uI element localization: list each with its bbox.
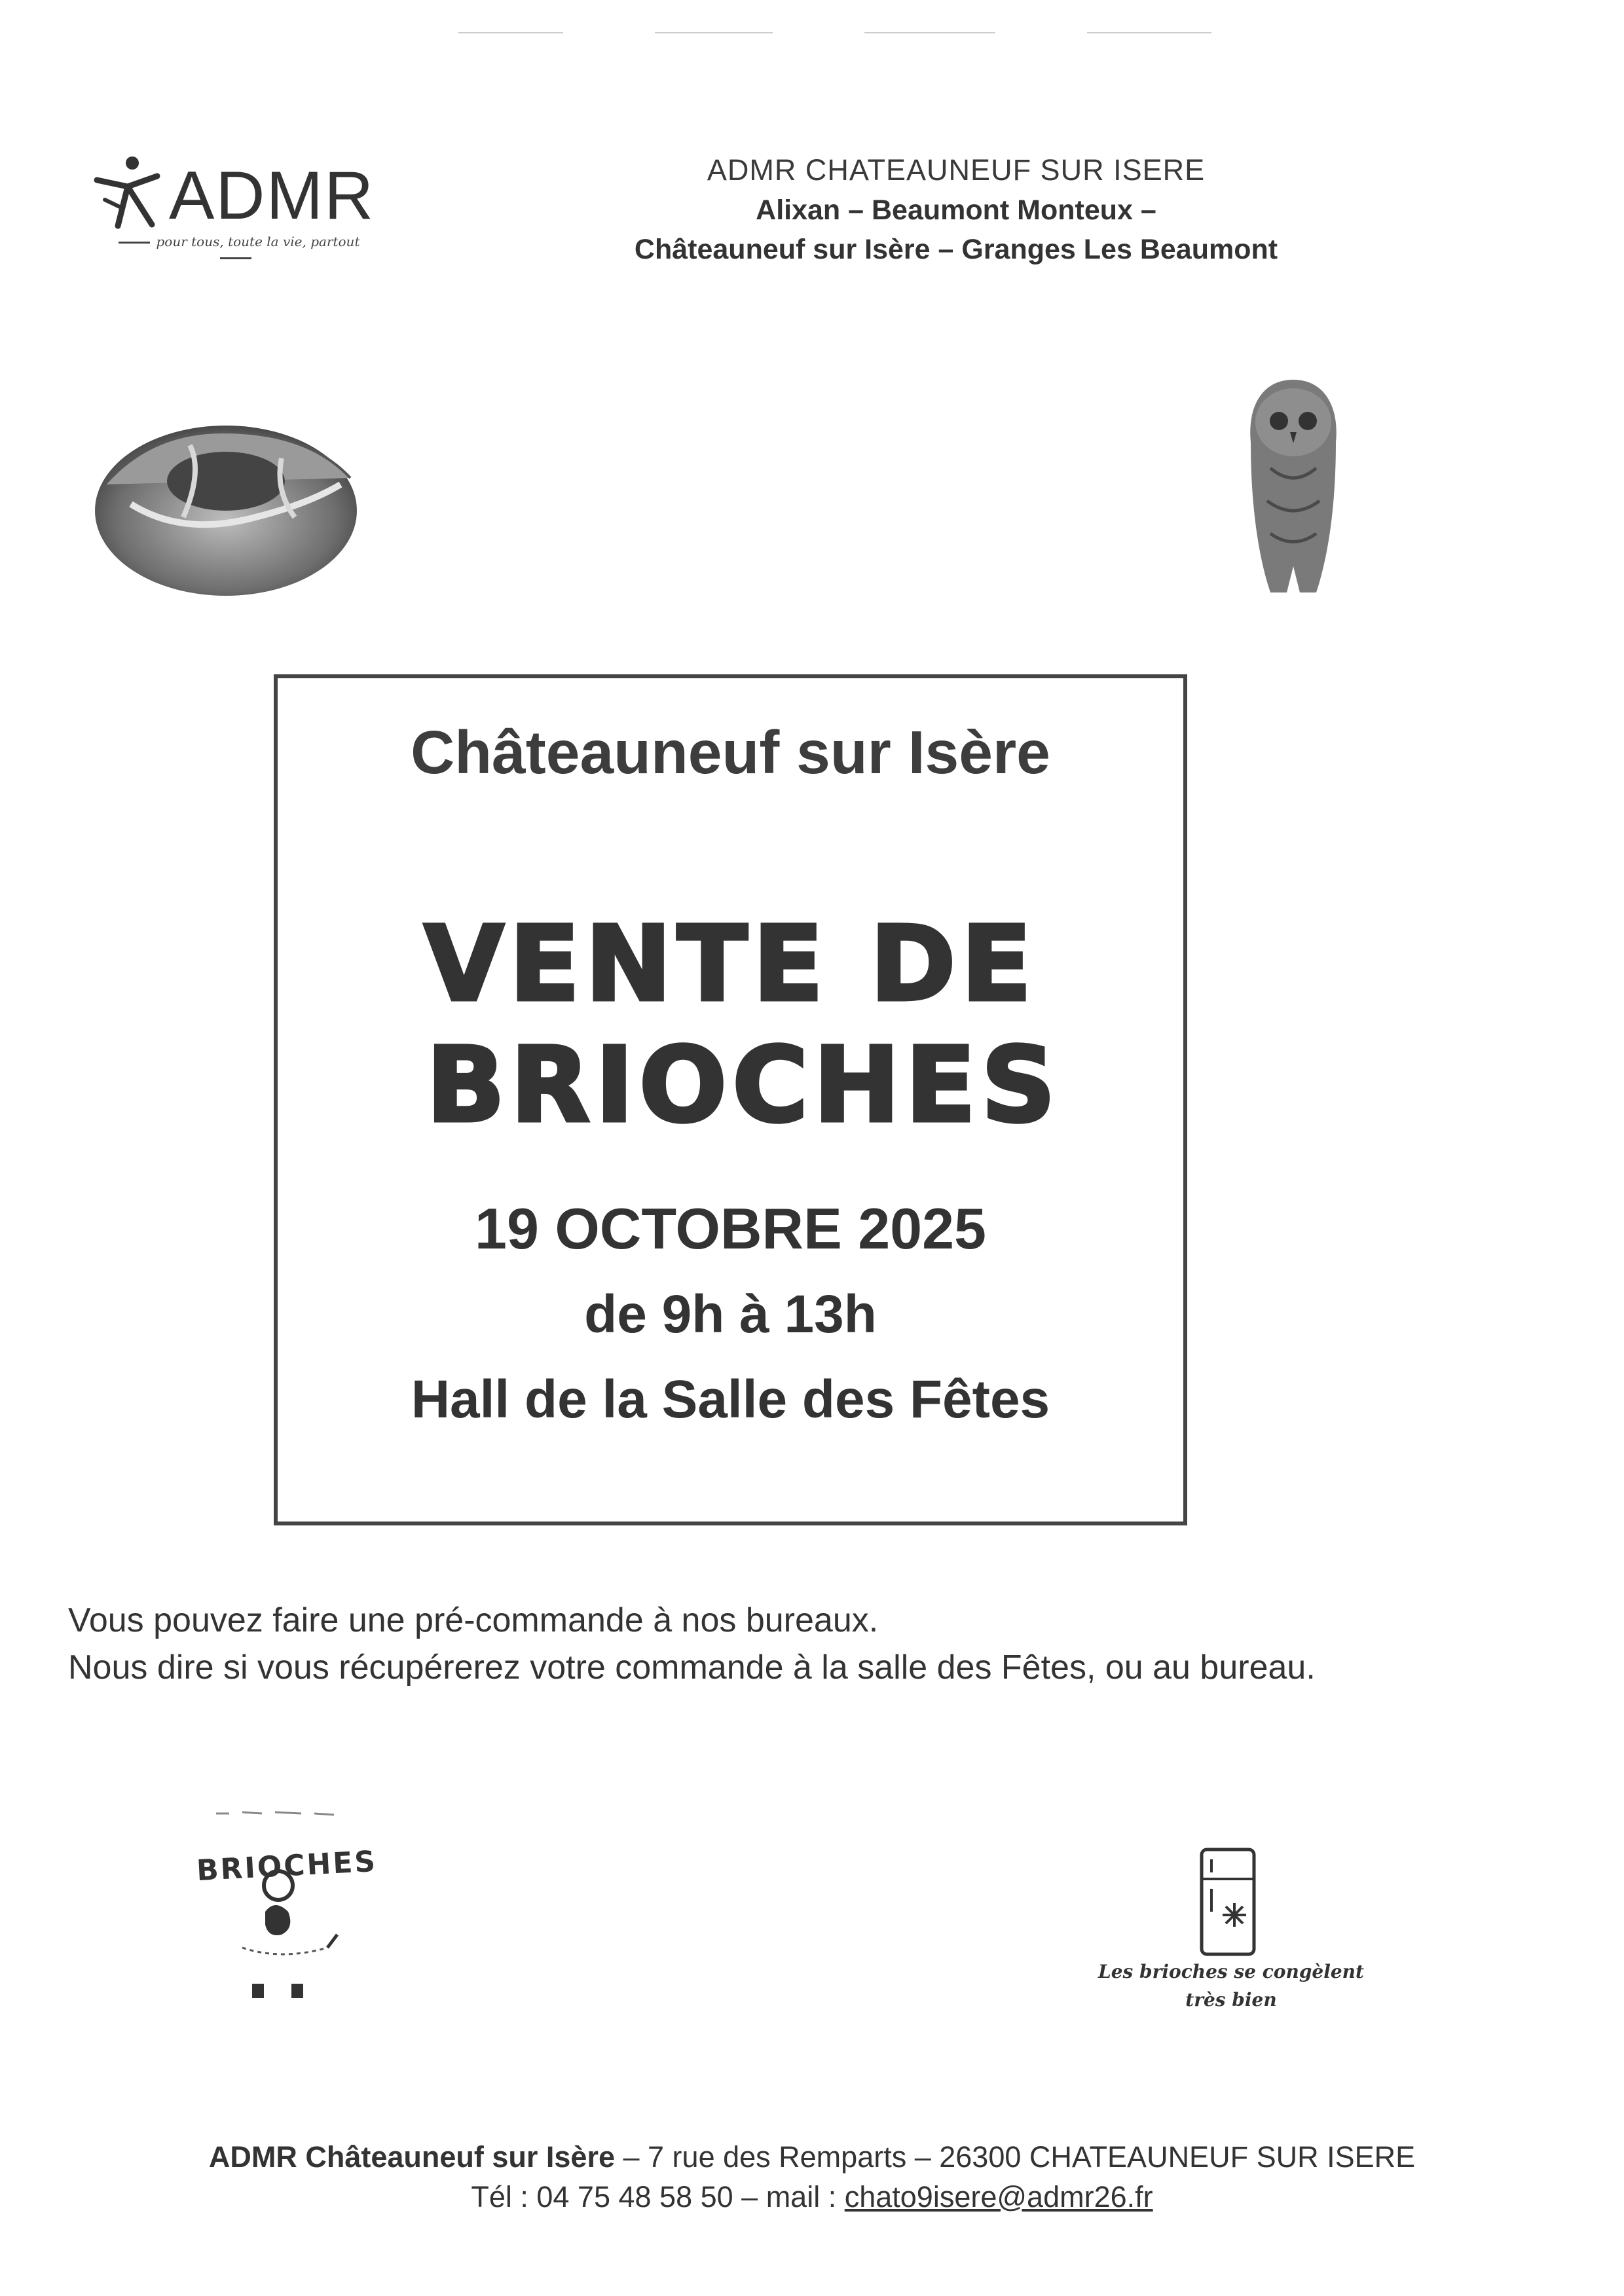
freeze-note [1087,1958,1375,2014]
scan-artifact [458,31,1211,34]
event-hours: de 9h à 13h [584,1285,877,1344]
event-box [274,674,1187,1525]
header-address-block [537,149,1375,269]
footer-address: – 7 rue des Remparts – 26300 CHATEAUNEUF SUR ISERE [615,2140,1416,2174]
event-town: Châteauneuf sur Isère [411,718,1050,786]
admr-logo [92,147,386,265]
header-communes-2: Châteauneuf sur Isère – Granges Les Beaumont [634,234,1278,266]
freeze-note-line1: Les brioches se congèlent [1098,1961,1364,1982]
brioche-photo [92,406,360,602]
event-title-line2: BRIOCHES [426,1025,1061,1146]
header-communes-1: Alixan – Beaumont Monteux – [756,194,1156,226]
logo-wordmark: ADMR [169,158,375,234]
footer-email-link[interactable]: chato9isere@admr26.fr [844,2179,1153,2214]
preorder-info [68,1597,1316,1692]
brioches-illustration [177,1787,386,2003]
freeze-note-line2: très bien [1185,1989,1277,2011]
info-line-1: Vous pouvez faire une pré-commande à nos bureaux. [68,1601,879,1639]
event-title-line1: VENTE DE [424,904,1037,1025]
event-date: 19 OCTOBRE 2025 [475,1196,986,1261]
brioche-mascot-icon [177,1787,386,2003]
fridge-snowflake-icon [1198,1846,1257,1958]
logo-tagline: pour tous, toute la vie, partout [92,234,380,265]
admr-person-icon [92,154,164,232]
footer-contact-line [92,2178,1532,2217]
footer-address-line [92,2138,1532,2178]
footer-contact [92,2138,1532,2217]
footer-phone: Tél : 04 75 48 58 50 – mail : [471,2179,845,2214]
brioches-logo-text: BRIOCHES [195,1844,378,1888]
owl-figure [1234,370,1352,606]
info-line-2: Nous dire si vous récupérerez votre commande à la salle des Fêtes, ou au bureau. [68,1648,1316,1686]
header-org-name: ADMR CHATEAUNEUF SUR ISERE [707,153,1206,187]
footer-org: ADMR Châteauneuf sur Isère [208,2140,615,2174]
event-place: Hall de la Salle des Fêtes [411,1370,1050,1429]
